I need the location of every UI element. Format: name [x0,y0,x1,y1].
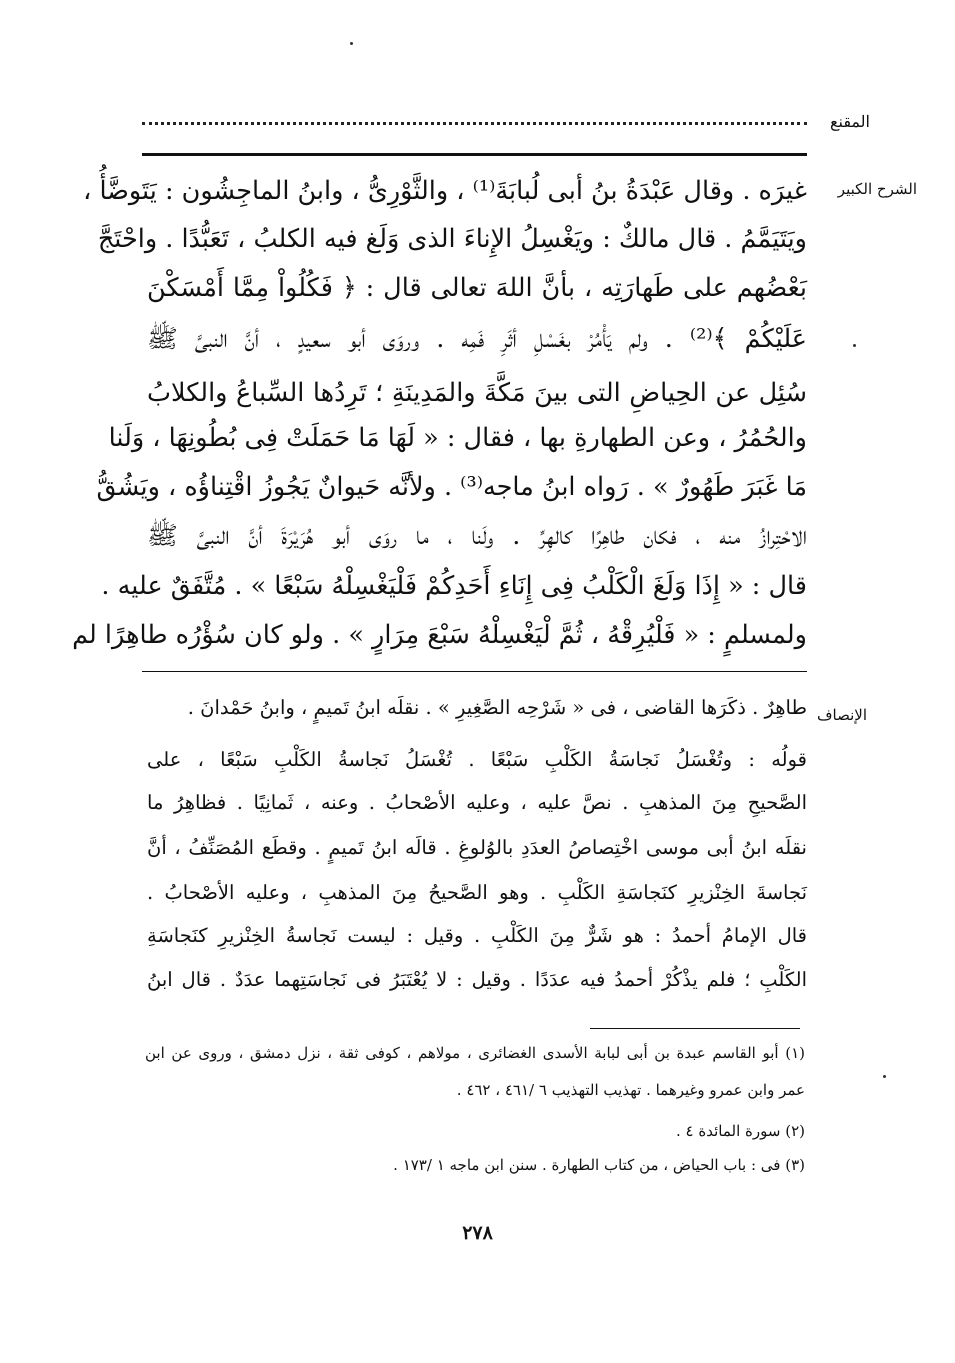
section-label-insaf: الإنصاف [816,706,867,724]
scan-speck [853,344,856,347]
main-text-line: قال : « إِذَا وَلَغَ الْكَلْبُ فِى إِنَاءِ أَحَدِكُمْ فَلْيَغْسِلْهُ سَبْعًا » . مُتَّفَقٌ عليه . [101,571,807,601]
scan-speck [350,42,353,45]
header-dotted-leader [142,110,807,130]
scan-speck [883,1075,886,1078]
footnote-3: (٣) فى : باب الحياض ، من كتاب الطهارة . سنن ابن ماجه ١ /١٧٣ . [393,1156,805,1174]
footnote-1-line-2: عمر وابن عمرو وغيرهما . تهذيب التهذيب ٦ /٤٦١ ، ٤٦٢ . [456,1081,805,1099]
main-text-line: سُئِل عن الحِياضِ التى بينَ مَكَّةَ والمَدِينَةِ ؛ تَرِدُها السِّباعُ والكلابُ [147,378,807,408]
footnote-2: (٢) سورة المائدة ٤ . [676,1122,805,1140]
main-text-line: والحُمُرُ ، وعن الطهارةِ بها ، فقال : « لَهَا مَا حَمَلَتْ فِى بُطُونِهَا ، وَلَنا [108,423,807,453]
main-text-line: ويَتَيَمَّمُ . قال مالكٌ : ويَغْسِلُ الإِناءَ الذى وَلَغ فيه الكلبُ ، تَعَبُّدًا . واحْتَجَّ [97,224,807,254]
main-text-line: بَعْضُهم على طَهارَتِه ، بأنَّ اللهَ تعالى قال : ﴿ فَكُلُواْ مِمَّا أَمْسَكْنَ [147,273,807,303]
section-label-sharh: الشرح الكبير [837,180,917,198]
page-number: ٢٧٨ [462,1222,493,1244]
footnote-1-line-1: (١) أبو القاسم عبدة بن أبى لبابة الأسدى الغضائرى ، مولاهم ، كوفى ثقة ، نزل دمشق ، وروى عن ابن [145,1044,805,1062]
insaf-text-line: قال الإمامُ أحمدُ : هو شَرٌّ مِنَ الكَلْبِ . وقيل : ليست نَجاسةُ الخِنْزيرِ كنَجاسَةِ [147,924,807,947]
main-text-line: الاحْتِرازُ منه ، فكان طاهِرًا كالهِرِّ . ولَنا ، ما روَى أبو هُرَيْرَةَ أنَّ النبىَّ ﷺ [147,521,807,551]
insaf-text-line: طاهِرٌ . ذكَرَها القاضى ، فى « شَرْحِه الصَّغِيرِ » . نقلَه ابنُ تَميمٍ ، وابنُ حَمْدانَ . [187,696,807,719]
insaf-text-line: نَجاسةَ الخِنْزيرِ كنَجاسَةِ الكَلْبِ . وهو الصَّحيحُ مِنَ المذهبِ ، وعليه الأصْحابُ . [147,881,807,904]
footnote-rule [590,1028,800,1029]
running-header-title: المقنع [829,112,870,131]
header-rule [142,153,807,156]
section-divider-rule [142,671,807,672]
main-text-line: غيرَه . وقال عَبْدَةُ بنُ أبى لُبابَةَ⁽¹⁾ ، والثَّوْرِىُّ ، وابنُ الماجِشُون : يَتَوضَّأُ ، [83,176,807,206]
insaf-text-line: الصَّحيحِ مِنَ المذهبِ . نصَّ عليه ، وعليه الأصْحابُ . وعنه ، ثَمانِيًا . فظاهِرُ ما [147,791,807,814]
insaf-text-line: الكَلْبِ ؛ فلم يذْكُرْ أحمدُ فيه عدَدًا . وقيل : لا يُعْتَبَرُ فى نَجاسَتِهما عدَدٌ . قال ابنُ [147,968,807,991]
main-text-line: مَا غَبَرَ طَهُورٌ » . رَواه ابنُ ماجه⁽³⁾ . ولأنَّه حَيوانٌ يَجُوزُ اقْتِناؤُه ، ويَشُقُّ [96,472,807,502]
insaf-text-line: نقلَه ابنُ أبى موسى اخْتِصاصُ العدَدِ بالوُلوغِ . قالَه ابنُ تَميمٍ . وقطَع المُصَنِّفُ ، أنَّ [147,836,807,859]
main-text-line: عَلَيْكُمْ ﴾⁽²⁾ . ولم يَأْمُرْ بغَسْلِ أثَرِ فَمِه . وروَى أبو سعيدٍ ، أنَّ النبىَّ ﷺ [147,324,808,354]
insaf-text-line: قولُه : وتُغْسَلُ نَجاسَةُ الكَلْبِ سَبْعًا . تُغْسَلُ نَجاسةُ الكَلْبِ سَبْعًا ، على [147,748,807,771]
main-text-line: ولمسلمٍ : « فَلْيُرِقْهُ ، ثُمَّ لْيَغْسِلْهُ سَبْعَ مِرَارٍ » . ولو كان سُؤْرُه طاهِرًا لم [72,620,807,650]
